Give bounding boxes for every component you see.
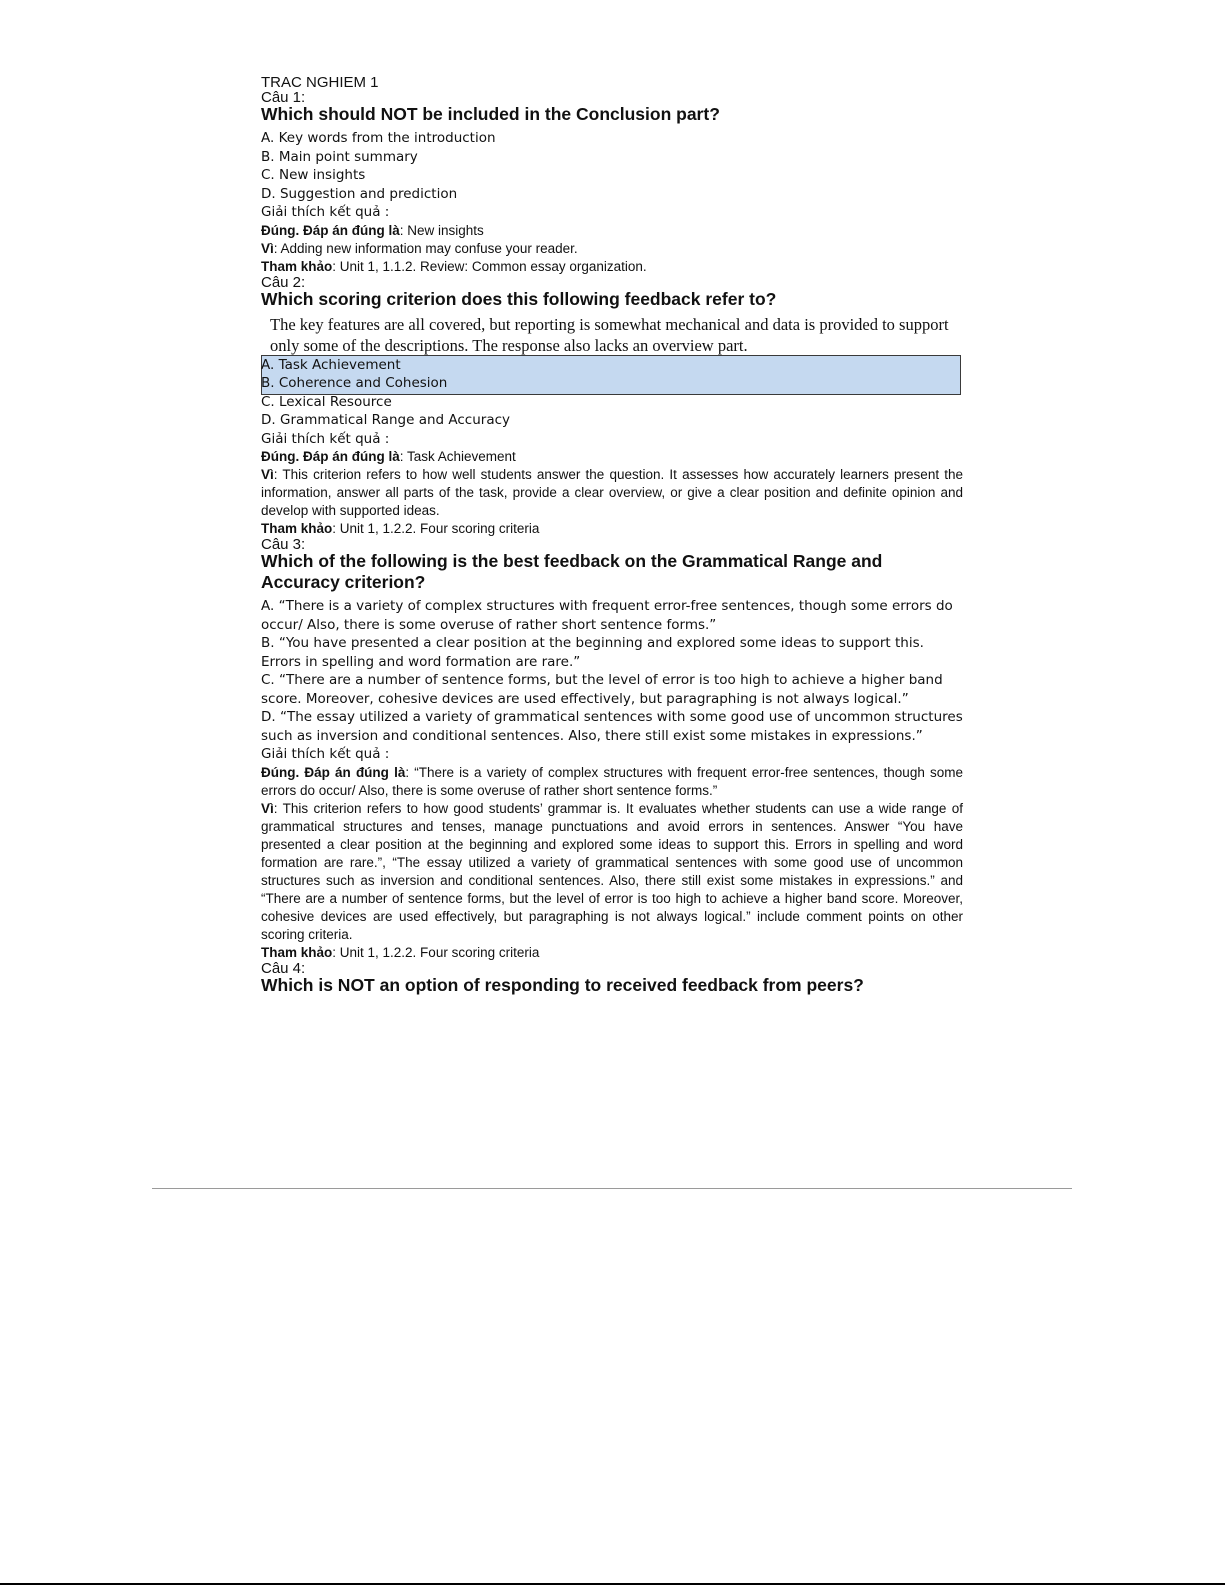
option-d: D. Suggestion and prediction [261, 185, 458, 202]
option-b: B. Main point summary [261, 148, 418, 165]
reference: Tham khảo: Unit 1, 1.2.2. Four scoring criteria [261, 944, 540, 960]
question-text: Which of the following is the best feedback on the Grammatical Range and Accuracy criterion? [261, 551, 883, 592]
option-d: D. “The essay utilized a variety of grammatical sentences with some good use of uncommon structures such as inversion and conditional sentences. Also, there still exist some mistakes in expressions.” [261, 709, 963, 744]
correct-answer: Đúng. Đáp án đúng là: New insights [261, 222, 484, 238]
explain-label: Giải thích kết quả : [261, 430, 390, 447]
question-text: Which scoring criterion does this following feedback refer to? [261, 288, 777, 309]
question-2 [261, 273, 963, 539]
option-c: C. “There are a number of sentence forms, but the level of error is too high to achieve a higher band score. Moreover, cohesive devices are used effectively, but paragraphing is not always logical.” [261, 672, 943, 707]
question-label: Câu 1: [261, 89, 306, 106]
option-d: D. Grammatical Range and Accuracy [261, 412, 511, 428]
reference: Tham khảo: Unit 1, 1.1.2. Review: Common essay organization. [261, 258, 647, 274]
correct-answer: Đúng. Đáp án đúng là: Task Achievement [261, 449, 516, 464]
option-b: B. Coherence and Cohesion [261, 375, 448, 391]
question-label: Câu 2: [261, 273, 306, 291]
doc-title: TRAC NGHIEM 1 [261, 74, 379, 91]
reference: Tham khảo: Unit 1, 1.2.2. Four scoring criteria [261, 521, 540, 536]
document-body [261, 75, 963, 1000]
correct-answer: Đúng. Đáp án đúng là: “There is a variety of complex structures with frequent error-free sentences, though some errors do occur/ Also, there is some overuse of rather short sentence forms.” [261, 764, 963, 798]
reason: Vì: This criterion refers to how well students answer the question. It assesses how accurately learners present the information, answer all parts of the task, provide a clear overview, or give a clear position and definite opinion and develop with supported ideas. [261, 467, 963, 518]
page-divider [152, 1188, 1072, 1189]
reason: Vì: This criterion refers to how good students’ grammar is. It evaluates whether students can use a wide range of grammatical structures and tenses, manage punctuations and avoid errors in sentences. Answer “You have presented a clear position at the beginning and explored some ideas to support this. Errors in spelling and word formation are rare.”, “The essay utilized a variety of grammatical sentences with some good use of uncommon structures such as inversion and conditional sentences. Also, there still exist some mistakes in expressions.” and “There are a number of sentence forms, but the level of error is too high to achieve a higher band score. Moreover, cohesive devices are used effectively, but paragraphing is not always logical.” include comment points on other scoring criteria. [261, 800, 963, 942]
explain-label: Giải thích kết quả : [261, 746, 390, 762]
option-c: C. New insights [261, 167, 366, 183]
question-1 [261, 91, 963, 276]
reason: Vì: Adding new information may confuse your reader. [261, 240, 578, 256]
feedback-quote: The key features are all covered, but reporting is somewhat mechanical and data is provided to support only some of the descriptions. The response also lacks an overview part. [270, 314, 949, 355]
question-label: Câu 4: [261, 959, 306, 977]
question-4 [261, 959, 963, 996]
explain-label: Giải thích kết quả : [261, 204, 390, 220]
question-text: Which is NOT an option of responding to received feedback from peers? [261, 974, 864, 995]
question-label: Câu 3: [261, 536, 306, 553]
option-b: B. “You have presented a clear position at the beginning and explored some ideas to support this. Errors in spelling and word formation are rare.” [261, 635, 924, 670]
option-a: A. “There is a variety of complex structures with frequent error-free sentences, though some errors do occur/ Also, there is some overuse of rather short sentence forms.” [261, 598, 953, 633]
option-a: A. Task Achievement [261, 356, 401, 373]
question-text: Which should NOT be included in the Conclusion part? [261, 104, 720, 124]
question-3 [261, 538, 963, 962]
option-c: C. Lexical Resource [261, 393, 392, 410]
option-a: A. Key words from the introduction [261, 130, 496, 146]
